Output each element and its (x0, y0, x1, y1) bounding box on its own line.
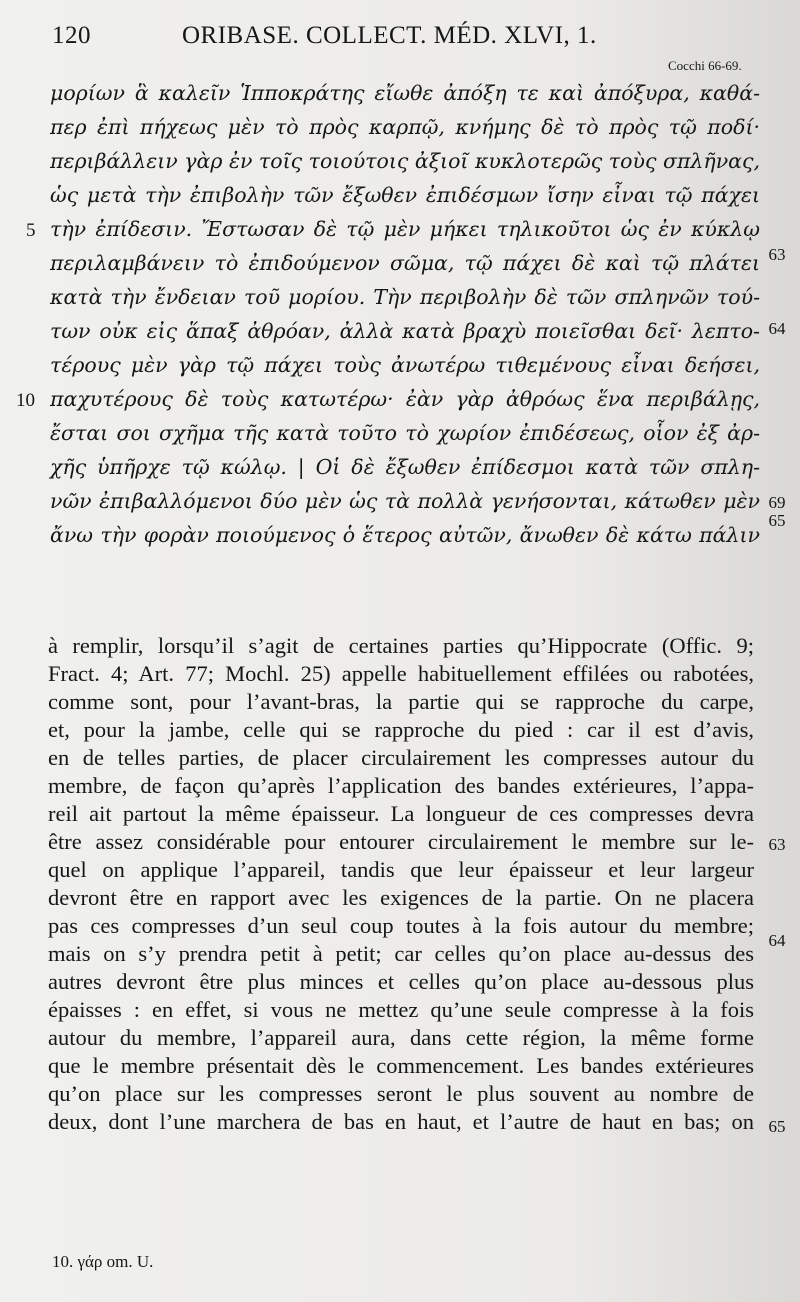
french-line: mais on s’y prendra petit à petit; car celles qu’on place au-dessus des (48, 941, 754, 966)
french-line: et, pour la jambe, celle qui se rapproche du pied : car il est d’avis, (48, 717, 754, 742)
french-line: pas ces compresses d’un seul coup toutes à la fois autour du membre; (48, 913, 754, 938)
french-line: autour du membre, l’appareil aura, dans cette région, la même forme (48, 1025, 754, 1050)
greek-line: περ ἐπὶ πήχεως μὲν τὸ πρὸς καρπῷ, κνήμης δὲ τὸ πρὸς τῷ ποδί· (50, 115, 760, 139)
french-line: deux, dont l’une marchera de bas en haut, et l’autre de haut en bas; on (48, 1109, 754, 1134)
greek-line: παχυτέρους δὲ τοὺς κατωτέρω· ἐὰν γὰρ ἀθρόως ἕνα περιβάλῃς, (50, 387, 760, 411)
french-line: épaisses : en effet, si vous ne mettez qu’une seule compresse à la fois (48, 997, 754, 1022)
french-line: membre, de façon qu’après l’application des bandes extérieures, l’appa- (48, 773, 754, 798)
french-line: comme sont, pour l’avant-bras, la partie qui se rapproche du carpe, (48, 689, 754, 714)
margin-ref-64: 64 (768, 931, 786, 950)
greek-line: ἄνω τὴν φορὰν ποιούμενος ὁ ἕτερος αὐτῶν, ἄνωθεν δὲ κάτω πάλιν (50, 523, 760, 547)
page-number: 120 (52, 22, 91, 49)
french-line: que le membre présentait dès le commencement. Les bandes extérieures (48, 1053, 754, 1078)
greek-line: μορίων ἃ καλεῖν Ἱπποκράτης εἴωθε ἀπόξη τε καὶ ἀπόξυρα, καθά- (50, 81, 760, 105)
greek-line: ὡς μετὰ τὴν ἐπιβολὴν τῶν ἔξωθεν ἐπιδέσμων ἴσην εἶναι τῷ πάχει (50, 183, 760, 207)
margin-ref-64: 64 (768, 319, 786, 338)
french-line: à remplir, lorsqu’il s’agit de certaines parties qu’Hippocrate (Offic. 9; (48, 633, 754, 658)
greek-line: ἔσται σοι σχῆμα τῆς κατὰ τοῦτο τὸ χωρίον ἐπιδέσεως, οἷον ἐξ ἀρ- (50, 421, 760, 445)
greek-line: περιλαμβάνειν τὸ ἐπιδούμενον σῶμα, τῷ πάχει δὲ καὶ τῷ πλάτει (50, 251, 760, 275)
french-line: en de telles parties, de placer circulairement les compresses autour du (48, 745, 754, 770)
french-line: autres devront être plus minces et celles qu’on place au-dessous plus (48, 969, 754, 994)
french-line: reil ait partout la même épaisseur. La longueur de ces compresses devra (48, 801, 754, 826)
footnote: 10. γάρ om. U. (52, 1252, 154, 1271)
greek-line: των οὐκ εἰς ἅπαξ ἀθρόαν, ἀλλὰ κατὰ βραχὺ ποιεῖσθαι δεῖ· λεπτο- (50, 319, 760, 343)
line-number-10: 10 (16, 390, 35, 411)
header-title: ORIBASE. COLLECT. MÉD. XLVI, 1. (182, 22, 597, 49)
french-line: Fract. 4; Art. 77; Mochl. 25) appelle habituellement effilées ou rabotées, (48, 661, 754, 686)
line-number-5: 5 (26, 220, 36, 241)
margin-ref-65: 65 (768, 1117, 786, 1136)
greek-line: χῆς ὑπῆρχε τῷ κώλῳ. | Οἱ δὲ ἔξωθεν ἐπίδεσμοι κατὰ τῶν σπλη- (50, 455, 760, 479)
cocchi-reference: Cocchi 66-69. (668, 58, 742, 73)
greek-line: περιβάλλειν γὰρ ἐν τοῖς τοιούτοις ἀξιοῖ κυκλοτερῶς τοὺς σπλῆνας, (50, 149, 760, 173)
margin-ref-65: 65 (768, 511, 786, 530)
french-line: devront être en rapport avec les exigences de la partie. On ne placera (48, 885, 754, 910)
french-line: quel on applique l’appareil, tandis que leur épaisseur et leur largeur (48, 857, 754, 882)
french-line: qu’on place sur les compresses seront le plus souvent au nombre de (48, 1081, 754, 1106)
greek-line: τέρους μὲν γὰρ τῷ πάχει τοὺς ἀνωτέρω τιθεμένους εἶναι δεήσει, (50, 353, 760, 377)
french-line: être assez considérable pour entourer circulairement le membre sur le- (48, 829, 754, 854)
margin-ref-69: 69 (768, 493, 786, 512)
margin-ref-63: 63 (768, 835, 786, 854)
greek-line: τὴν ἐπίδεσιν. Ἔστωσαν δὲ τῷ μὲν μήκει τηλικοῦτοι ὡς ἐν κύκλῳ (50, 217, 760, 241)
greek-line: κατὰ τὴν ἔνδειαν τοῦ μορίου. Τὴν περιβολὴν δὲ τῶν σπληνῶν τού- (50, 285, 760, 309)
greek-line: νῶν ἐπιβαλλόμενοι δύο μὲν ὡς τὰ πολλὰ γενήσονται, κάτωθεν μὲν (50, 489, 760, 513)
margin-ref-63: 63 (768, 245, 786, 264)
